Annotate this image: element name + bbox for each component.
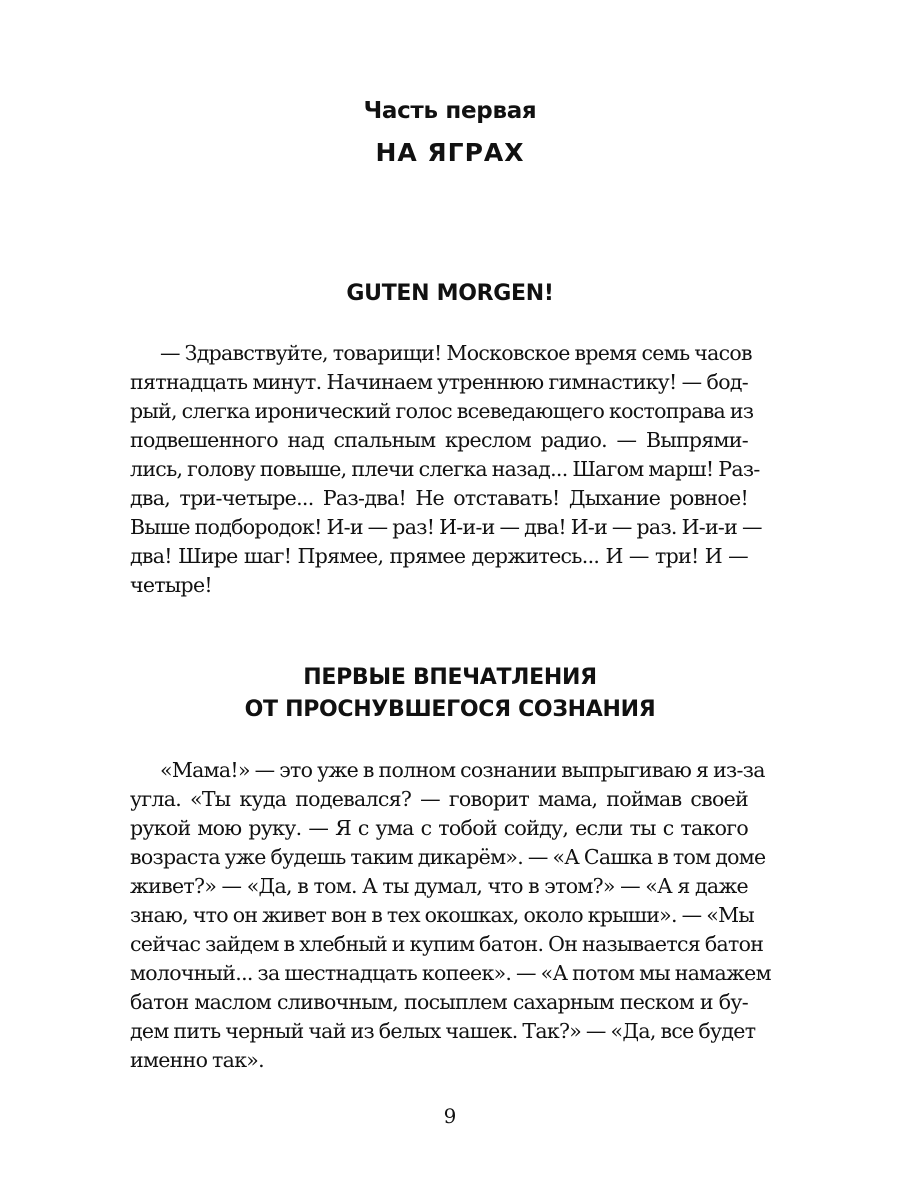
text-line: рый, слегка иронический голос всеведающего костоправа из	[130, 399, 754, 423]
text-line: знаю, что он живет вон в тех окошках, около крыши». — «Мы	[130, 903, 755, 927]
text-line: рукой мою руку. — Я с ума с тобой сойду, если ты с такого	[130, 816, 748, 840]
part-label: Часть первая	[363, 98, 537, 124]
text-line: именно так».	[130, 1048, 264, 1072]
section-title-line: ОТ ПРОСНУВШЕГОСЯ СОЗНАНИЯ	[244, 697, 656, 722]
text-line: Выше подбородок! И-и — раз! И-и-и — два! И-и — раз. И-и-и —	[130, 515, 762, 539]
section-title-first-impressions	[0, 662, 900, 726]
text-line: пятнадцать минут. Начинаем утреннюю гимнастику! — бод-	[130, 370, 748, 394]
text-line: два! Шире шаг! Прямее, прямее держитесь... И — три! И —	[130, 544, 748, 568]
paragraph-guten-morgen	[130, 339, 762, 600]
text-line: молочный... за шестнадцать копеек». — «А потом мы намажем	[130, 961, 771, 985]
text-line: лись, голову повыше, плечи слегка назад... Шагом марш! Раз-	[130, 457, 760, 481]
section-title-line: GUTEN MORGEN!	[346, 281, 554, 306]
part-title: НА ЯГРАХ	[375, 138, 525, 167]
text-line: угла. «Ты куда подевался? — говорит мама, поймав своей	[130, 787, 748, 811]
text-line: сейчас зайдем в хлебный и купим батон. Он называется батон	[130, 932, 764, 956]
text-line: «Мама!» — это уже в полном сознании выпрыгиваю я из-за	[160, 758, 765, 782]
text-line: дем пить черный чай из белых чашек. Так?» — «Да, все будет	[130, 1019, 756, 1043]
text-line: батон маслом сливочным, посыплем сахарным песком и бу-	[130, 990, 748, 1014]
text-line: четыре!	[130, 573, 212, 597]
text-line: живет?» — «Да, в том. А ты думал, что в этом?» — «А я даже	[130, 874, 748, 898]
text-line: — Здравствуйте, товарищи! Московское время семь часов	[160, 341, 752, 365]
page-number: 9	[443, 1104, 457, 1128]
section-title-line: ПЕРВЫЕ ВПЕЧАТЛЕНИЯ	[303, 665, 597, 690]
section-title-guten-morgen	[0, 278, 900, 310]
text-line: возраста уже будешь таким дикарём». — «А Сашка в том доме	[130, 845, 766, 869]
paragraph-first-impressions	[130, 756, 771, 1075]
text-line: подвешенного над спальным креслом радио. — Выпрями-	[130, 428, 748, 452]
text-line: два, три-четыре... Раз-два! Не отставать! Дыхание ровное!	[130, 486, 748, 510]
